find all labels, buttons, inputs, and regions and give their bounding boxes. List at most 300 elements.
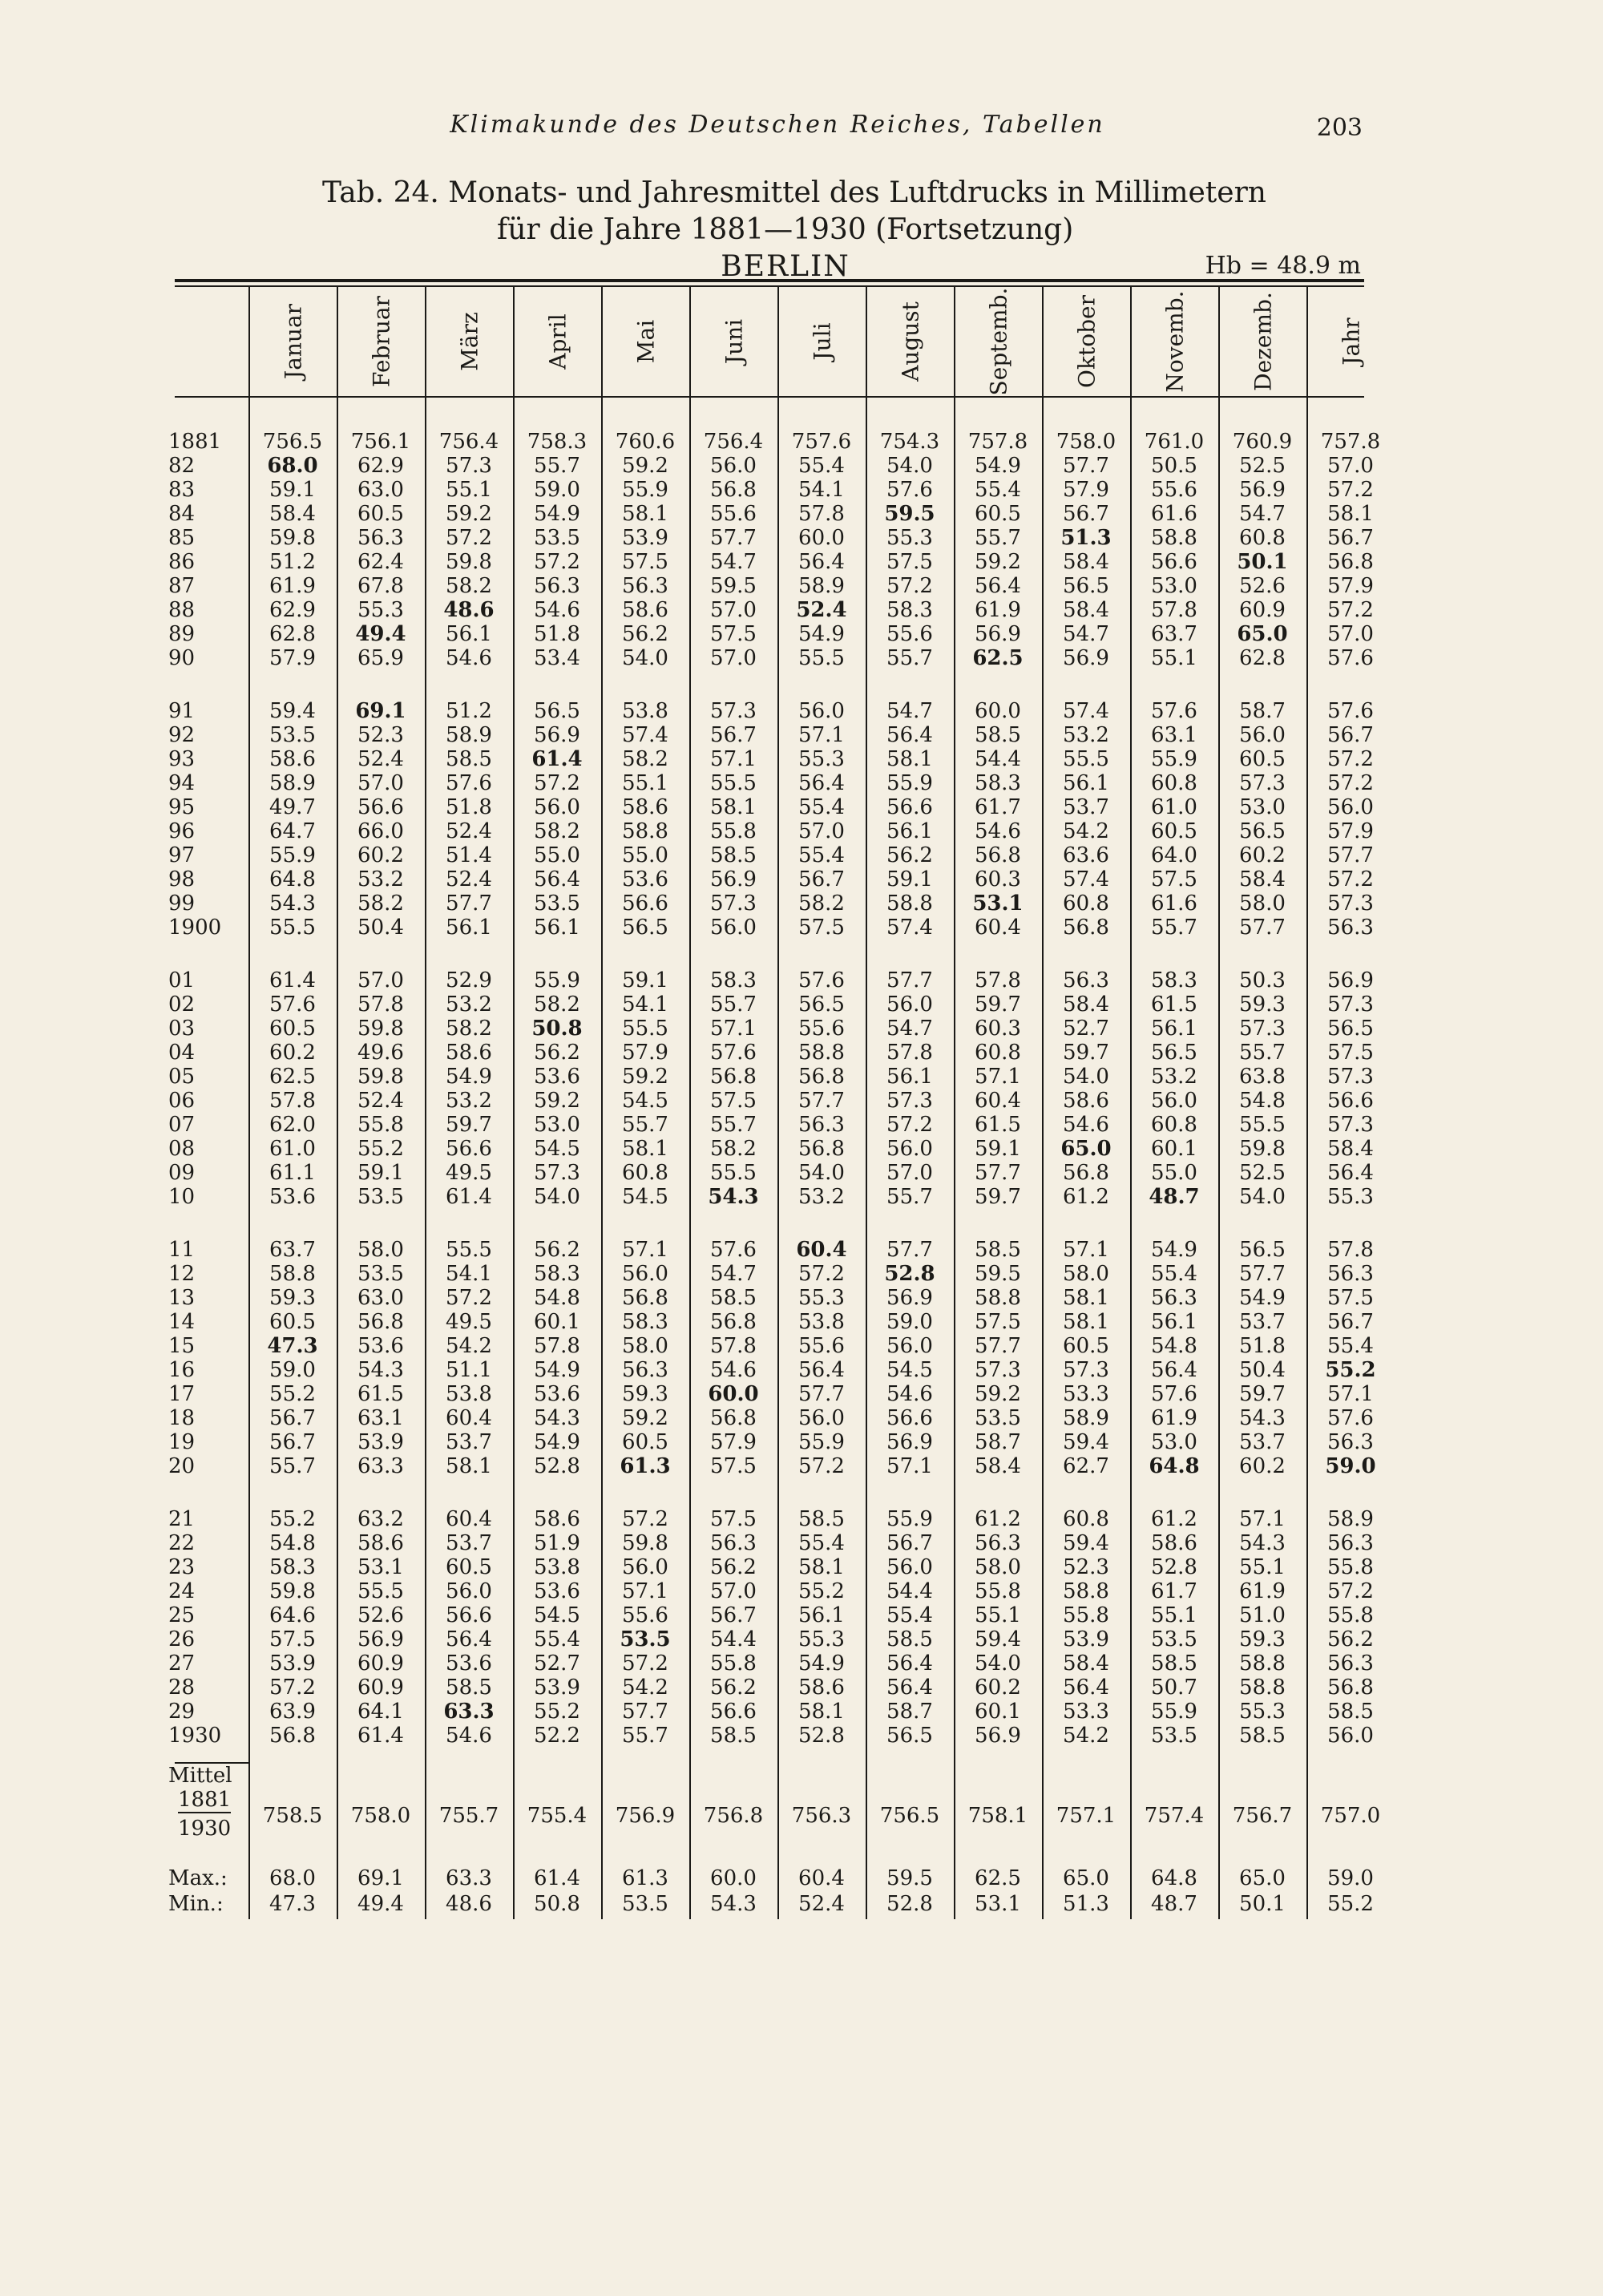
table-cell: 55.3 bbox=[357, 598, 404, 622]
max-cell: 62.5 bbox=[975, 1866, 1021, 1890]
table-cell: 62.8 bbox=[1239, 646, 1286, 670]
table-cell: 59.3 bbox=[622, 1382, 668, 1406]
column-header-oktober bbox=[1042, 287, 1130, 396]
table-cell: 57.2 bbox=[798, 1454, 845, 1478]
table-cell: 56.9 bbox=[357, 1627, 404, 1651]
table-cell: 56.8 bbox=[975, 843, 1021, 867]
mittel-divider bbox=[175, 1762, 248, 1764]
table-row bbox=[168, 992, 1374, 1017]
row-year: 95 bbox=[168, 795, 196, 819]
table-row bbox=[168, 1627, 1374, 1651]
table-cell: 61.4 bbox=[357, 1724, 404, 1748]
table-row bbox=[168, 478, 1374, 502]
table-cell: 54.9 bbox=[798, 1651, 845, 1676]
table-row bbox=[168, 1507, 1374, 1531]
table-cell: 58.6 bbox=[1151, 1531, 1197, 1555]
table-cell: 52.7 bbox=[534, 1651, 580, 1676]
table-cell: 59.0 bbox=[886, 1310, 933, 1334]
table-cell: 53.5 bbox=[534, 526, 580, 550]
mittel-cell: 758.0 bbox=[350, 1804, 411, 1828]
table-row bbox=[168, 574, 1374, 598]
table-cell: 56.5 bbox=[798, 992, 845, 1017]
table-cell: 54.0 bbox=[798, 1161, 845, 1185]
table-cell: 60.8 bbox=[622, 1161, 668, 1185]
table-row bbox=[168, 867, 1374, 891]
table-cell: 54.7 bbox=[710, 1262, 757, 1286]
table-row bbox=[168, 550, 1374, 574]
table-cell: 58.3 bbox=[1151, 968, 1197, 992]
table-cell: 757.8 bbox=[967, 430, 1028, 454]
table-cell: 58.0 bbox=[357, 1238, 404, 1262]
table-cell: 64.6 bbox=[269, 1603, 316, 1627]
row-year: 96 bbox=[168, 819, 196, 843]
mittel-cell: 756.8 bbox=[703, 1804, 764, 1828]
table-cell: 53.8 bbox=[622, 699, 668, 723]
table-cell: 55.4 bbox=[886, 1603, 933, 1627]
table-cell: 60.8 bbox=[1239, 526, 1286, 550]
table-cell: 57.1 bbox=[798, 723, 845, 747]
max-label: Max.: bbox=[168, 1866, 228, 1890]
column-divider bbox=[954, 287, 955, 1919]
table-cell: 57.6 bbox=[1151, 699, 1197, 723]
table-cell: 56.3 bbox=[357, 526, 404, 550]
table-cell: 56.0 bbox=[886, 1334, 933, 1358]
table-cell: 57.2 bbox=[269, 1676, 316, 1700]
table-cell: 58.9 bbox=[1327, 1507, 1374, 1531]
table-row bbox=[168, 1238, 1374, 1262]
table-cell: 56.6 bbox=[357, 795, 404, 819]
table-cell: 60.2 bbox=[269, 1041, 316, 1065]
table-cell: 758.3 bbox=[527, 430, 587, 454]
table-cell: 58.8 bbox=[1239, 1651, 1286, 1676]
table-cell: 756.4 bbox=[703, 430, 764, 454]
table-cell: 63.0 bbox=[357, 478, 404, 502]
max-cell: 69.1 bbox=[357, 1866, 404, 1890]
table-cell: 58.1 bbox=[622, 1137, 668, 1161]
table-cell: 57.9 bbox=[710, 1430, 757, 1454]
table-cell: 53.2 bbox=[446, 1089, 492, 1113]
table-cell: 56.5 bbox=[1063, 574, 1109, 598]
table-cell: 53.0 bbox=[1151, 1430, 1197, 1454]
table-cell: 49.6 bbox=[357, 1041, 404, 1065]
table-cell: 59.7 bbox=[1063, 1041, 1109, 1065]
table-cell: 55.4 bbox=[798, 795, 845, 819]
table-cell: 56.0 bbox=[798, 699, 845, 723]
table-cell: 52.6 bbox=[357, 1603, 404, 1627]
table-cell: 55.0 bbox=[1151, 1161, 1197, 1185]
table-cell: 57.3 bbox=[1239, 771, 1286, 795]
table-cell: 55.4 bbox=[798, 454, 845, 478]
table-cell: 58.2 bbox=[622, 747, 668, 771]
table-cell: 60.1 bbox=[534, 1310, 580, 1334]
table-cell: 58.9 bbox=[446, 723, 492, 747]
table-row bbox=[168, 1531, 1374, 1555]
column-header-novemb bbox=[1130, 287, 1218, 396]
table-cell: 55.7 bbox=[622, 1724, 668, 1748]
table-cell: 51.0 bbox=[1239, 1603, 1286, 1627]
table-cell: 55.7 bbox=[1239, 1041, 1286, 1065]
table-cell: 59.4 bbox=[1063, 1430, 1109, 1454]
table-cell: 55.5 bbox=[357, 1579, 404, 1603]
table-cell: 56.4 bbox=[1151, 1358, 1197, 1382]
column-divider bbox=[777, 287, 779, 1919]
table-cell: 61.2 bbox=[975, 1507, 1021, 1531]
table-cell: 60.2 bbox=[1239, 1454, 1286, 1478]
table-cell: 58.1 bbox=[622, 502, 668, 526]
table-cell: 60.4 bbox=[975, 916, 1021, 940]
table-cell: 56.9 bbox=[886, 1286, 933, 1310]
table-row bbox=[168, 1041, 1374, 1065]
table-cell: 58.6 bbox=[1063, 1089, 1109, 1113]
column-divider bbox=[513, 287, 515, 1919]
table-cell: 53.5 bbox=[269, 723, 316, 747]
row-year: 25 bbox=[168, 1603, 196, 1627]
row-year: 27 bbox=[168, 1651, 196, 1676]
table-cell: 57.1 bbox=[1239, 1507, 1286, 1531]
table-cell: 61.7 bbox=[1151, 1579, 1197, 1603]
table-cell: 59.1 bbox=[886, 867, 933, 891]
row-year: 86 bbox=[168, 550, 196, 574]
table-cell: 58.4 bbox=[975, 1454, 1021, 1478]
table-cell: 61.5 bbox=[1151, 992, 1197, 1017]
table-cell: 53.7 bbox=[446, 1430, 492, 1454]
table-row bbox=[168, 622, 1374, 646]
table-cell: 55.7 bbox=[710, 1113, 757, 1137]
table-cell: 63.3 bbox=[357, 1454, 404, 1478]
table-cell: 58.5 bbox=[710, 1724, 757, 1748]
table-cell: 54.8 bbox=[534, 1286, 580, 1310]
table-cell: 57.0 bbox=[357, 968, 404, 992]
table-cell: 54.8 bbox=[1239, 1089, 1286, 1113]
column-header-label: Septemb. bbox=[985, 287, 1012, 396]
mittel-cell: 758.1 bbox=[967, 1804, 1028, 1828]
table-cell: 56.7 bbox=[798, 867, 845, 891]
table-cell: 53.6 bbox=[534, 1382, 580, 1406]
min-cell: 54.3 bbox=[710, 1892, 757, 1916]
table-cell: 54.3 bbox=[708, 1185, 759, 1209]
table-cell: 63.7 bbox=[1151, 622, 1197, 646]
table-cell: 52.3 bbox=[1063, 1555, 1109, 1579]
table-cell: 56.6 bbox=[1327, 1089, 1374, 1113]
table-cell: 55.2 bbox=[269, 1507, 316, 1531]
table-cell: 57.8 bbox=[886, 1041, 933, 1065]
row-year: 92 bbox=[168, 723, 196, 747]
table-cell: 59.8 bbox=[269, 526, 316, 550]
table-cell: 60.2 bbox=[975, 1676, 1021, 1700]
table-cell: 54.7 bbox=[710, 550, 757, 574]
table-cell: 56.2 bbox=[886, 843, 933, 867]
table-cell: 61.9 bbox=[1239, 1579, 1286, 1603]
table-cell: 58.4 bbox=[1063, 550, 1109, 574]
table-cell: 55.1 bbox=[1239, 1555, 1286, 1579]
max-cell: 59.0 bbox=[1327, 1866, 1374, 1890]
column-divider bbox=[425, 287, 426, 1919]
table-cell: 55.0 bbox=[534, 843, 580, 867]
table-cell: 54.6 bbox=[710, 1358, 757, 1382]
column-header-label: Mai bbox=[632, 319, 660, 364]
table-cell: 55.2 bbox=[269, 1382, 316, 1406]
table-cell: 51.8 bbox=[1239, 1334, 1286, 1358]
table-cell: 57.4 bbox=[886, 916, 933, 940]
table-cell: 55.2 bbox=[357, 1137, 404, 1161]
table-cell: 63.0 bbox=[357, 1286, 404, 1310]
max-cell: 68.0 bbox=[269, 1866, 316, 1890]
caption-line-1: Tab. 24. Monats- und Jahresmittel des Luftdrucks in Millimetern bbox=[322, 176, 1266, 209]
table-cell: 57.0 bbox=[886, 1161, 933, 1185]
table-cell: 64.0 bbox=[1151, 843, 1197, 867]
column-header-april bbox=[513, 287, 601, 396]
table-cell: 57.3 bbox=[1327, 1113, 1374, 1137]
table-cell: 57.8 bbox=[975, 968, 1021, 992]
max-cell: 65.0 bbox=[1239, 1866, 1286, 1890]
table-cell: 56.3 bbox=[1063, 968, 1109, 992]
table-cell: 57.7 bbox=[1239, 1262, 1286, 1286]
table-cell: 51.1 bbox=[446, 1358, 492, 1382]
table-cell: 55.6 bbox=[622, 1603, 668, 1627]
table-cell: 56.2 bbox=[622, 622, 668, 646]
table-cell: 53.6 bbox=[622, 867, 668, 891]
table-cell: 61.6 bbox=[1151, 891, 1197, 916]
table-row bbox=[168, 1406, 1374, 1430]
table-cell: 58.3 bbox=[534, 1262, 580, 1286]
table-row bbox=[168, 430, 1381, 454]
mittel-cell: 755.4 bbox=[527, 1804, 587, 1828]
table-cell: 54.4 bbox=[975, 747, 1021, 771]
table-cell: 58.1 bbox=[886, 747, 933, 771]
table-cell: 55.9 bbox=[1151, 747, 1197, 771]
table-cell: 69.1 bbox=[355, 699, 406, 723]
table-cell: 757.8 bbox=[1320, 430, 1381, 454]
table-cell: 63.2 bbox=[357, 1507, 404, 1531]
table-cell: 758.0 bbox=[1056, 430, 1116, 454]
table-cell: 56.0 bbox=[710, 916, 757, 940]
column-divider bbox=[1130, 287, 1132, 1919]
column-header-label: Februar bbox=[368, 296, 395, 387]
table-cell: 56.0 bbox=[886, 1137, 933, 1161]
table-cell: 55.9 bbox=[1151, 1700, 1197, 1724]
table-cell: 57.1 bbox=[1063, 1238, 1109, 1262]
min-row bbox=[168, 1892, 1374, 1916]
table-cell: 57.8 bbox=[357, 992, 404, 1017]
row-year: 91 bbox=[168, 699, 196, 723]
table-cell: 55.8 bbox=[357, 1113, 404, 1137]
row-year: 07 bbox=[168, 1113, 196, 1137]
table-cell: 60.0 bbox=[708, 1382, 759, 1406]
table-cell: 62.0 bbox=[269, 1113, 316, 1137]
table-cell: 59.8 bbox=[357, 1065, 404, 1089]
column-header-märz bbox=[425, 287, 513, 396]
row-year: 08 bbox=[168, 1137, 196, 1161]
row-year: 88 bbox=[168, 598, 196, 622]
table-cell: 58.3 bbox=[622, 1310, 668, 1334]
table-row bbox=[168, 1185, 1374, 1209]
table-row bbox=[168, 1579, 1374, 1603]
table-cell: 58.1 bbox=[446, 1454, 492, 1478]
table-cell: 62.5 bbox=[269, 1065, 316, 1089]
table-cell: 57.7 bbox=[1239, 916, 1286, 940]
table-cell: 58.5 bbox=[1151, 1651, 1197, 1676]
table-cell: 56.7 bbox=[1327, 1310, 1374, 1334]
table-cell: 53.2 bbox=[1151, 1065, 1197, 1089]
max-cell: 65.0 bbox=[1063, 1866, 1109, 1890]
table-cell: 55.4 bbox=[1151, 1262, 1197, 1286]
table-cell: 53.5 bbox=[1151, 1627, 1197, 1651]
row-year: 29 bbox=[168, 1700, 196, 1724]
table-cell: 55.5 bbox=[798, 646, 845, 670]
table-cell: 61.6 bbox=[1151, 502, 1197, 526]
table-cell: 57.5 bbox=[975, 1310, 1021, 1334]
table-cell: 60.2 bbox=[1239, 843, 1286, 867]
table-cell: 57.8 bbox=[1327, 1238, 1374, 1262]
table-cell: 56.8 bbox=[357, 1310, 404, 1334]
table-cell: 56.4 bbox=[798, 550, 845, 574]
table-cell: 55.7 bbox=[1151, 916, 1197, 940]
table-cell: 53.0 bbox=[1239, 795, 1286, 819]
table-cell: 58.3 bbox=[269, 1555, 316, 1579]
table-cell: 56.1 bbox=[886, 819, 933, 843]
table-cell: 58.5 bbox=[710, 1286, 757, 1310]
table-cell: 57.2 bbox=[446, 526, 492, 550]
table-cell: 55.5 bbox=[710, 771, 757, 795]
table-row bbox=[168, 1603, 1374, 1627]
row-year: 82 bbox=[168, 454, 196, 478]
column-header-label: Oktober bbox=[1073, 295, 1100, 388]
table-cell: 53.1 bbox=[972, 891, 1024, 916]
table-row bbox=[168, 891, 1374, 916]
table-cell: 60.8 bbox=[1063, 891, 1109, 916]
table-cell: 52.8 bbox=[534, 1454, 580, 1478]
table-cell: 57.3 bbox=[886, 1089, 933, 1113]
table-cell: 56.6 bbox=[710, 1700, 757, 1724]
table-cell: 58.4 bbox=[1327, 1137, 1374, 1161]
table-cell: 60.3 bbox=[975, 1017, 1021, 1041]
table-cell: 57.3 bbox=[1327, 1065, 1374, 1089]
table-cell: 58.6 bbox=[622, 598, 668, 622]
table-cell: 54.6 bbox=[534, 598, 580, 622]
table-cell: 55.1 bbox=[1151, 646, 1197, 670]
table-cell: 55.6 bbox=[1151, 478, 1197, 502]
table-cell: 53.9 bbox=[534, 1676, 580, 1700]
table-cell: 756.1 bbox=[350, 430, 411, 454]
table-cell: 58.2 bbox=[357, 891, 404, 916]
table-cell: 57.6 bbox=[269, 992, 316, 1017]
table-cell: 64.7 bbox=[269, 819, 316, 843]
table-cell: 57.7 bbox=[886, 968, 933, 992]
table-row bbox=[168, 916, 1374, 940]
row-year: 10 bbox=[168, 1185, 196, 1209]
table-cell: 57.7 bbox=[1063, 454, 1109, 478]
column-header-dezemb bbox=[1218, 287, 1306, 396]
table-cell: 59.4 bbox=[1063, 1531, 1109, 1555]
table-cell: 54.3 bbox=[269, 891, 316, 916]
table-cell: 56.3 bbox=[1327, 916, 1374, 940]
table-cell: 56.7 bbox=[269, 1406, 316, 1430]
table-cell: 57.0 bbox=[710, 1579, 757, 1603]
table-cell: 54.6 bbox=[886, 1382, 933, 1406]
row-year: 28 bbox=[168, 1676, 196, 1700]
table-cell: 51.8 bbox=[446, 795, 492, 819]
table-cell: 56.6 bbox=[446, 1137, 492, 1161]
table-cell: 57.5 bbox=[710, 622, 757, 646]
table-cell: 57.3 bbox=[446, 454, 492, 478]
table-cell: 57.1 bbox=[886, 1454, 933, 1478]
table-cell: 60.5 bbox=[1151, 819, 1197, 843]
table-row bbox=[168, 1358, 1376, 1382]
table-cell: 57.0 bbox=[710, 646, 757, 670]
table-cell: 58.6 bbox=[269, 747, 316, 771]
column-header-septemb bbox=[954, 287, 1042, 396]
row-year: 06 bbox=[168, 1089, 196, 1113]
table-cell: 56.8 bbox=[269, 1724, 316, 1748]
table-cell: 55.9 bbox=[886, 1507, 933, 1531]
table-cell: 60.9 bbox=[357, 1651, 404, 1676]
table-cell: 58.1 bbox=[798, 1555, 845, 1579]
column-divider bbox=[1306, 287, 1308, 1919]
table-cell: 57.6 bbox=[1151, 1382, 1197, 1406]
table-cell: 63.3 bbox=[443, 1700, 495, 1724]
table-cell: 62.8 bbox=[269, 622, 316, 646]
min-cell: 52.4 bbox=[798, 1892, 845, 1916]
table-cell: 55.9 bbox=[798, 1430, 845, 1454]
mittel-cell: 757.1 bbox=[1056, 1804, 1116, 1828]
table-cell: 58.8 bbox=[269, 1262, 316, 1286]
table-cell: 55.2 bbox=[534, 1700, 580, 1724]
table-cell: 55.7 bbox=[269, 1454, 316, 1478]
mittel-cell: 755.7 bbox=[438, 1804, 499, 1828]
table-cell: 60.0 bbox=[975, 699, 1021, 723]
table-cell: 56.5 bbox=[1239, 1238, 1286, 1262]
table-cell: 54.9 bbox=[975, 454, 1021, 478]
table-cell: 56.5 bbox=[886, 1724, 933, 1748]
table-cell: 52.4 bbox=[446, 819, 492, 843]
table-cell: 60.5 bbox=[975, 502, 1021, 526]
table-cell: 60.1 bbox=[1151, 1137, 1197, 1161]
column-header-januar bbox=[248, 287, 337, 396]
table-cell: 53.8 bbox=[798, 1310, 845, 1334]
table-cell: 59.3 bbox=[269, 1286, 316, 1310]
table-cell: 57.2 bbox=[1327, 478, 1374, 502]
table-cell: 52.4 bbox=[446, 867, 492, 891]
table-cell: 55.1 bbox=[622, 771, 668, 795]
table-cell: 59.8 bbox=[357, 1017, 404, 1041]
table-cell: 56.2 bbox=[1327, 1627, 1374, 1651]
min-cell: 51.3 bbox=[1063, 1892, 1109, 1916]
table-cell: 59.0 bbox=[269, 1358, 316, 1382]
table-cell: 52.9 bbox=[446, 968, 492, 992]
table-cell: 54.4 bbox=[710, 1627, 757, 1651]
min-cell: 53.1 bbox=[975, 1892, 1021, 1916]
table-row bbox=[168, 1454, 1376, 1478]
table-cell: 57.5 bbox=[886, 550, 933, 574]
min-cell: 53.5 bbox=[622, 1892, 668, 1916]
table-cell: 57.7 bbox=[1327, 843, 1374, 867]
table-cell: 57.8 bbox=[710, 1334, 757, 1358]
table-cell: 60.5 bbox=[446, 1555, 492, 1579]
table-cell: 54.3 bbox=[534, 1406, 580, 1430]
table-cell: 54.1 bbox=[798, 478, 845, 502]
table-cell: 62.5 bbox=[972, 646, 1024, 670]
table-cell: 55.5 bbox=[1063, 747, 1109, 771]
table-cell: 61.5 bbox=[975, 1113, 1021, 1137]
table-cell: 57.3 bbox=[710, 699, 757, 723]
table-cell: 62.7 bbox=[1063, 1454, 1109, 1478]
table-cell: 58.0 bbox=[1063, 1262, 1109, 1286]
table-cell: 58.3 bbox=[710, 968, 757, 992]
table-cell: 58.0 bbox=[1239, 891, 1286, 916]
table-cell: 57.2 bbox=[446, 1286, 492, 1310]
table-cell: 58.2 bbox=[534, 992, 580, 1017]
table-cell: 53.2 bbox=[357, 867, 404, 891]
